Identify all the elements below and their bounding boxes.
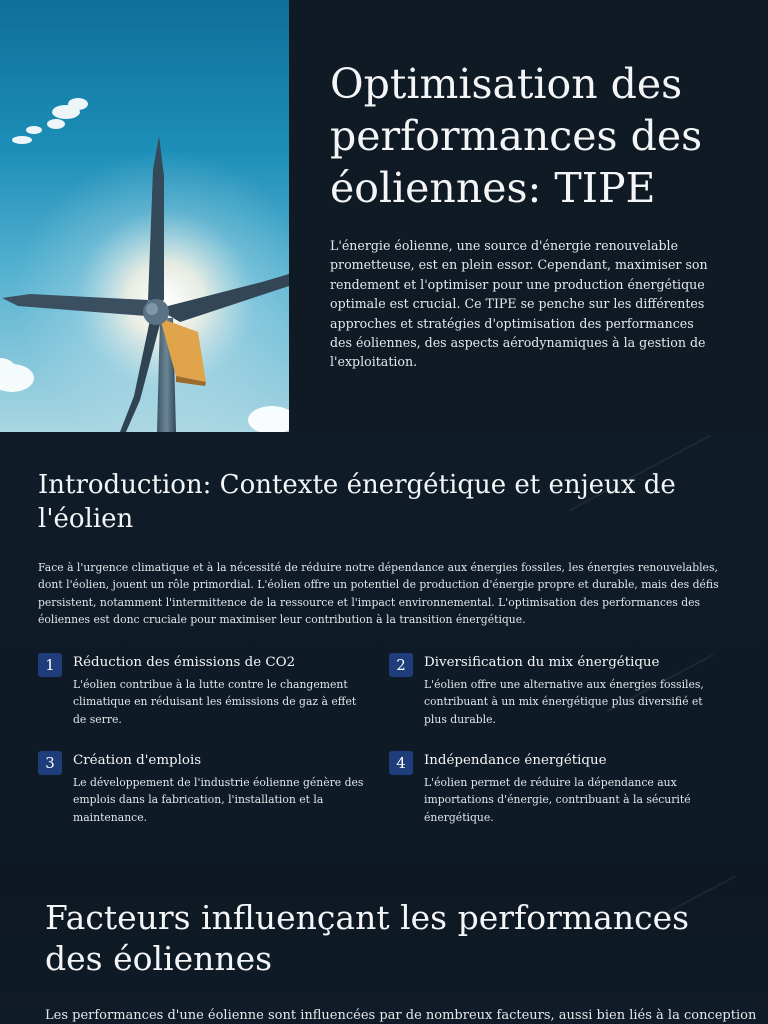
number-badge: 3 — [38, 751, 62, 775]
hero-paragraph: L'énergie éolienne, une source d'énergie renouvelable prometteuse, est en plein essor. Cependant, maximiser son rendement et l'optimiser pour une production énergétique optimale est crucial. Ce TIPE se penche sur les différentes approches et stratégies d'optimisation des performances des éoliennes, des aspects aérodynamiques à la gestion de l'exploitation. — [330, 238, 708, 370]
number-badge: 2 — [389, 653, 413, 677]
factors-section — [0, 864, 768, 1024]
factors-heading: Facteurs influençant les performances des éoliennes — [45, 898, 690, 978]
card-title: Indépendance énergétique — [424, 753, 607, 768]
card-title: Création d'emplois — [73, 753, 202, 768]
card-title: Réduction des émissions de CO2 — [73, 655, 296, 670]
card-text: L'éolien contribue à la lutte contre le changement climatique en réduisant les émissions de gaz à effet de serre. — [73, 678, 357, 726]
card-text: Le développement de l'industrie éolienne génère des emplois dans la fabrication, l'installation et la maintenance. — [73, 776, 364, 824]
wind-turbine-image — [0, 0, 289, 432]
page-title: Optimisation des performances des éoliennes: TIPE — [330, 60, 703, 212]
introduction-paragraph: Face à l'urgence climatique et à la nécessité de réduire notre dépendance aux énergies fossiles, les énergies renouvelables, dont l'éolien, jouent un rôle primordial. L'éolien offre un potentiel de production d'énergie propre et durable, mais des défis persistent, notamment l'intermittence de la ressource et l'impact environnemental. L'optimisation des performances des éoliennes est donc cruciale pour maximiser leur contribution à la transition énergétique. — [38, 561, 719, 627]
card-text: L'éolien offre une alternative aux énergies fossiles, contribuant à un mix énergétique plus diversifié et plus durable. — [424, 678, 704, 726]
hero-section — [0, 0, 768, 432]
number-badge: 1 — [38, 653, 62, 677]
card-text: L'éolien permet de réduire la dépendance aux importations d'énergie, contribuant à la sécurité énergétique. — [424, 776, 691, 824]
number-badge: 4 — [389, 751, 413, 775]
card-title: Diversification du mix énergétique — [424, 655, 660, 670]
factors-paragraph: Les performances d'une éolienne sont influencées par de nombreux facteurs, aussi bien liés à la conception — [45, 1008, 757, 1023]
introduction-section — [0, 432, 768, 864]
introduction-heading: Introduction: Contexte énergétique et enjeux de l'éolien — [38, 470, 676, 534]
